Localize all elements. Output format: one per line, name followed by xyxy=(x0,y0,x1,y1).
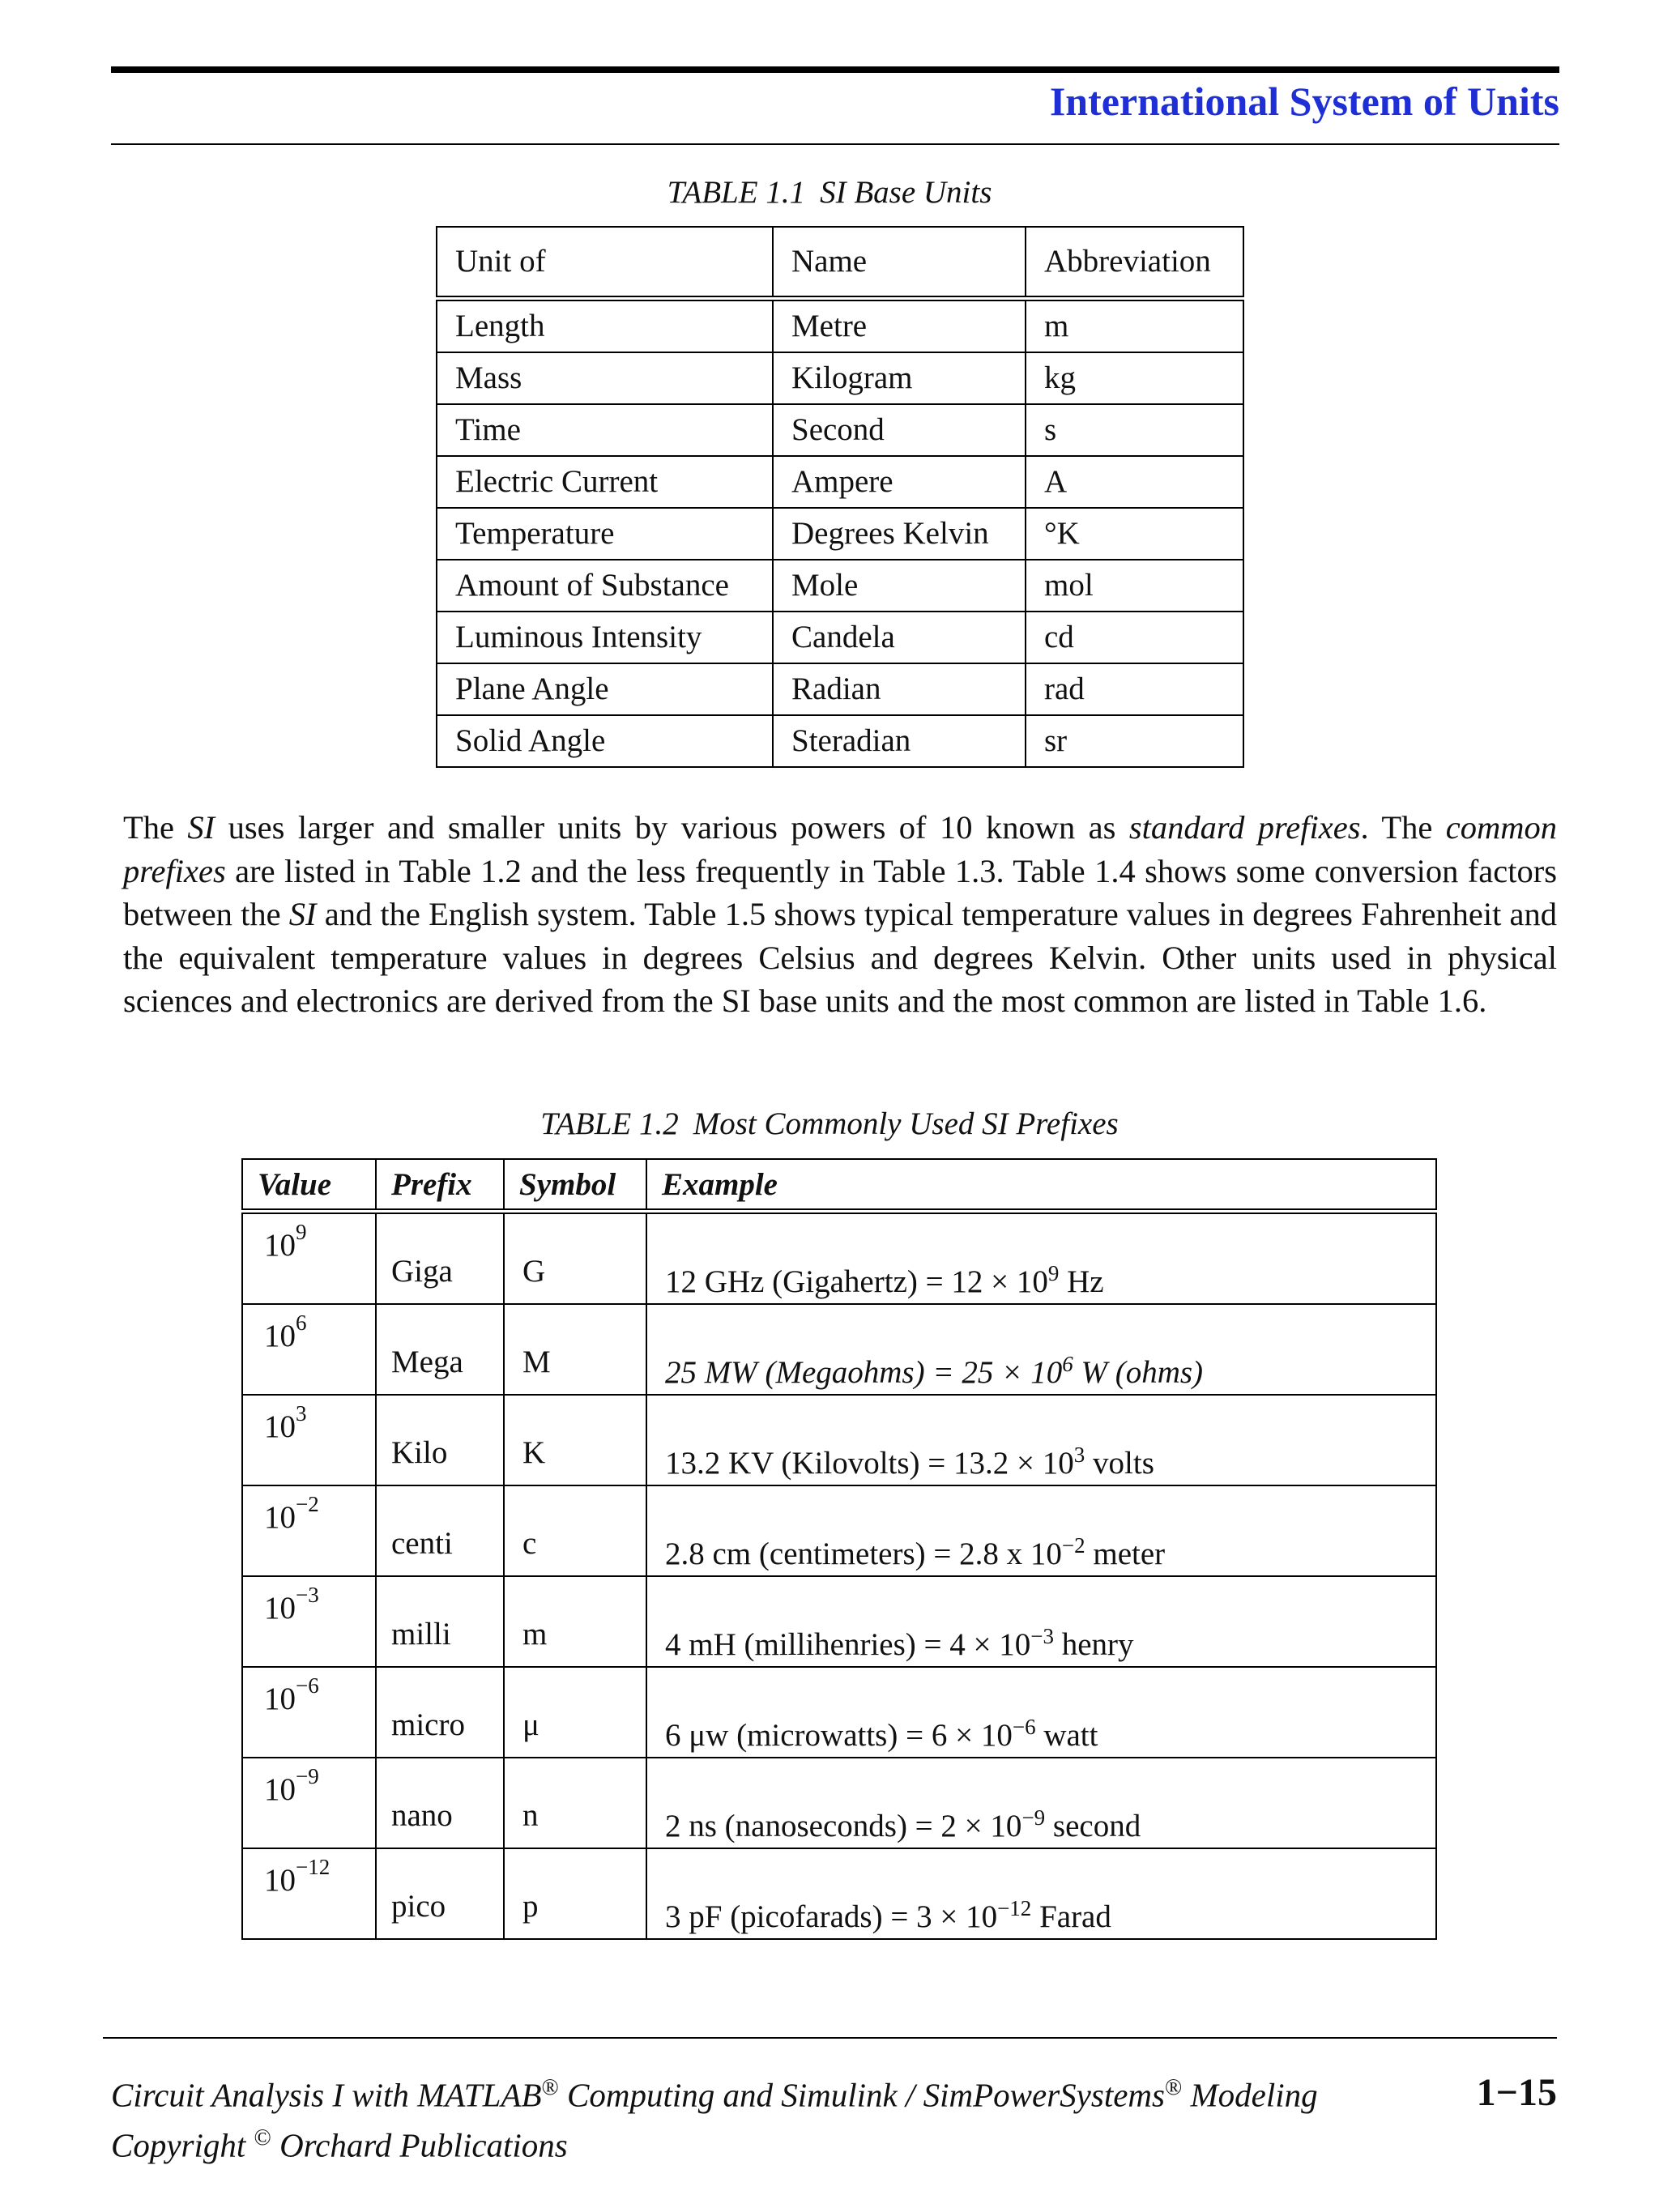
paragraph-emphasis: SI xyxy=(288,896,317,932)
prefix-text: micro xyxy=(391,1707,465,1742)
example-exponent: 6 xyxy=(1062,1352,1073,1376)
prefix-text: pico xyxy=(391,1889,446,1924)
column-header-prefix: Prefix xyxy=(376,1159,504,1212)
value-base: 10 xyxy=(264,1409,296,1444)
symbol-cell xyxy=(504,1395,646,1485)
column-header-name: Name xyxy=(773,227,1026,299)
column-header-example: Example xyxy=(646,1159,1436,1212)
abbreviation-cell: A xyxy=(1026,456,1243,508)
example-unit: watt xyxy=(1035,1718,1098,1753)
column-header-value: Value xyxy=(242,1159,376,1212)
value-base: 10 xyxy=(264,1681,296,1716)
abbreviation-cell: °K xyxy=(1026,508,1243,560)
prefix-text: Kilo xyxy=(391,1435,448,1470)
table-row xyxy=(437,612,1243,663)
paragraph-text: are listed in Table 1.2 and the less frequently in Table 1.3. Table 1.4 shows some conversion factors between the xyxy=(123,852,1557,932)
paragraph-text: and the English system. Table 1.5 shows typical temperature values in degrees Fahrenheit and the equivalent temperature values in degrees Celsius and degrees Kelvin. Other units used in physical sciences and electronics are derived from the SI base units and the most common are listed in Table 1.6. xyxy=(123,896,1557,1019)
value-cell xyxy=(242,1485,376,1576)
example-text xyxy=(665,1805,1141,1844)
value-base: 10 xyxy=(264,1772,296,1807)
registered-mark: ® xyxy=(541,2075,559,2100)
table-row xyxy=(437,715,1243,767)
value-exponent: 6 xyxy=(296,1311,307,1335)
value-exponent: −12 xyxy=(296,1855,331,1879)
copyright-mark: © xyxy=(254,2125,271,2150)
table-row xyxy=(437,560,1243,612)
abbreviation-cell: m xyxy=(1026,299,1243,353)
symbol-cell xyxy=(504,1485,646,1576)
name-cell: Mole xyxy=(773,560,1026,612)
footer-text: Orchard Publications xyxy=(271,2126,568,2164)
symbol-text: K xyxy=(522,1435,546,1470)
prefix-cell xyxy=(376,1212,504,1305)
name-cell: Degrees Kelvin xyxy=(773,508,1026,560)
example-text xyxy=(665,1533,1165,1572)
example-text xyxy=(665,1624,1134,1663)
table-row xyxy=(437,456,1243,508)
value-text xyxy=(264,1492,319,1536)
abbreviation-cell: s xyxy=(1026,404,1243,456)
table-header-row xyxy=(437,227,1243,299)
prefix-cell xyxy=(376,1667,504,1758)
footer-text: Copyright xyxy=(111,2126,246,2164)
unit-cell: Temperature xyxy=(437,508,773,560)
value-text xyxy=(264,1583,319,1626)
symbol-text: M xyxy=(522,1345,551,1379)
prefix-cell xyxy=(376,1304,504,1395)
example-main: 13.2 KV (Kilovolts) = 13.2 × 10 xyxy=(665,1446,1074,1481)
table-caption-number: TABLE 1.2 xyxy=(540,1106,679,1141)
example-main: 6 μw (microwatts) = 6 × 10 xyxy=(665,1718,1013,1753)
example-text xyxy=(665,1715,1098,1754)
paragraph-text: uses larger and smaller units by various powers of 10 known as xyxy=(215,809,1129,846)
abbreviation-cell: cd xyxy=(1026,612,1243,663)
table-row xyxy=(242,1576,1436,1667)
abbreviation-cell: kg xyxy=(1026,352,1243,404)
table-row xyxy=(242,1304,1436,1395)
table-header-row xyxy=(242,1159,1436,1212)
example-unit: Hz xyxy=(1059,1264,1104,1299)
paragraph-emphasis: standard prefixes xyxy=(1128,809,1361,846)
unit-cell: Plane Angle xyxy=(437,663,773,715)
example-main: 3 pF (picofarads) = 3 × 10 xyxy=(665,1899,998,1934)
prefix-cell xyxy=(376,1576,504,1667)
example-main: 12 GHz (Gigahertz) = 12 × 10 xyxy=(665,1264,1048,1299)
value-exponent: −6 xyxy=(296,1673,319,1698)
body-paragraph xyxy=(123,806,1557,1023)
example-exponent: 9 xyxy=(1047,1261,1060,1285)
example-exponent: −3 xyxy=(1030,1624,1054,1648)
example-cell xyxy=(646,1667,1436,1758)
unit-cell: Mass xyxy=(437,352,773,404)
example-cell xyxy=(646,1576,1436,1667)
prefix-text: milli xyxy=(391,1617,451,1652)
column-header-symbol: Symbol xyxy=(504,1159,646,1212)
example-cell xyxy=(646,1485,1436,1576)
example-main: 25 MW (Megaohms) = 25 × 10 xyxy=(665,1355,1063,1390)
value-exponent: 3 xyxy=(296,1401,307,1426)
example-exponent: 3 xyxy=(1073,1443,1085,1467)
example-cell xyxy=(646,1758,1436,1848)
example-exponent: −9 xyxy=(1021,1805,1046,1830)
example-text xyxy=(665,1443,1154,1481)
value-text xyxy=(264,1220,307,1264)
table-caption-text: SI Base Units xyxy=(820,175,992,210)
value-exponent: −9 xyxy=(296,1764,319,1788)
example-cell xyxy=(646,1212,1436,1305)
table-caption-text: Most Commonly Used SI Prefixes xyxy=(693,1106,1119,1141)
footer-text: Circuit Analysis I with MATLAB xyxy=(111,2076,542,2114)
value-exponent: −3 xyxy=(296,1583,319,1607)
symbol-cell xyxy=(504,1212,646,1305)
symbol-cell xyxy=(504,1304,646,1395)
table-1-1-caption xyxy=(0,174,1659,211)
prefix-text: centi xyxy=(391,1526,453,1561)
header-rule xyxy=(111,143,1559,145)
name-cell: Second xyxy=(773,404,1026,456)
prefix-text: Giga xyxy=(391,1254,453,1289)
example-unit: second xyxy=(1045,1809,1141,1843)
example-unit: henry xyxy=(1054,1627,1134,1662)
unit-cell: Luminous Intensity xyxy=(437,612,773,663)
name-cell: Radian xyxy=(773,663,1026,715)
table-row xyxy=(437,404,1243,456)
footer-rule xyxy=(103,2037,1557,2039)
column-header-unit-of: Unit of xyxy=(437,227,773,299)
value-text xyxy=(264,1673,319,1717)
abbreviation-cell: mol xyxy=(1026,560,1243,612)
footer-copyright xyxy=(111,2125,568,2165)
si-base-units-table xyxy=(436,226,1244,768)
symbol-text: m xyxy=(522,1617,548,1652)
table-row xyxy=(437,508,1243,560)
symbol-text: μ xyxy=(522,1707,539,1742)
table-row xyxy=(242,1758,1436,1848)
value-cell xyxy=(242,1667,376,1758)
value-cell xyxy=(242,1395,376,1485)
footer-book-title xyxy=(111,2075,1318,2115)
symbol-cell xyxy=(504,1667,646,1758)
table-row xyxy=(242,1848,1436,1939)
example-text xyxy=(665,1896,1111,1935)
table-1-2-caption xyxy=(0,1106,1659,1142)
value-base: 10 xyxy=(264,1228,296,1263)
value-exponent: 9 xyxy=(296,1220,307,1244)
symbol-text: n xyxy=(522,1798,539,1833)
value-base: 10 xyxy=(264,1500,296,1535)
example-main: 2 ns (nanoseconds) = 2 × 10 xyxy=(665,1809,1022,1843)
page-number: 1−15 xyxy=(1476,2071,1557,2114)
example-text xyxy=(665,1352,1203,1391)
table-row xyxy=(437,352,1243,404)
table-row xyxy=(437,299,1243,353)
symbol-text: c xyxy=(522,1526,537,1561)
unit-cell: Time xyxy=(437,404,773,456)
footer-text: Modeling xyxy=(1182,2076,1318,2114)
abbreviation-cell: rad xyxy=(1026,663,1243,715)
prefix-cell xyxy=(376,1395,504,1485)
example-cell xyxy=(646,1848,1436,1939)
unit-cell: Solid Angle xyxy=(437,715,773,767)
table-row xyxy=(242,1667,1436,1758)
value-cell xyxy=(242,1212,376,1305)
value-text xyxy=(264,1401,307,1445)
value-text xyxy=(264,1311,307,1354)
name-cell: Kilogram xyxy=(773,352,1026,404)
example-unit: W (ohms) xyxy=(1073,1355,1204,1390)
paragraph-text: The xyxy=(123,809,188,846)
footer-text: Computing and Simulink / SimPowerSystems xyxy=(558,2076,1165,2114)
unit-cell: Length xyxy=(437,299,773,353)
value-base: 10 xyxy=(264,1591,296,1626)
prefix-cell xyxy=(376,1485,504,1576)
paragraph-text: . The xyxy=(1360,809,1446,846)
name-cell: Candela xyxy=(773,612,1026,663)
example-cell xyxy=(646,1395,1436,1485)
unit-cell: Electric Current xyxy=(437,456,773,508)
value-text xyxy=(264,1764,319,1808)
unit-cell: Amount of Substance xyxy=(437,560,773,612)
name-cell: Metre xyxy=(773,299,1026,353)
symbol-cell xyxy=(504,1576,646,1667)
table-row xyxy=(242,1212,1436,1305)
table-row xyxy=(242,1395,1436,1485)
value-exponent: −2 xyxy=(296,1492,319,1516)
example-exponent: −12 xyxy=(997,1896,1032,1920)
prefix-cell xyxy=(376,1848,504,1939)
value-text xyxy=(264,1855,331,1899)
value-cell xyxy=(242,1576,376,1667)
symbol-text: p xyxy=(522,1889,539,1924)
symbol-text: G xyxy=(522,1254,546,1289)
example-cell xyxy=(646,1304,1436,1395)
top-rule xyxy=(111,66,1559,73)
example-unit: meter xyxy=(1085,1536,1166,1571)
example-unit: volts xyxy=(1085,1446,1154,1481)
si-prefixes-table xyxy=(241,1158,1437,1940)
example-text xyxy=(665,1261,1104,1300)
column-header-abbreviation: Abbreviation xyxy=(1026,227,1243,299)
example-exponent: −6 xyxy=(1012,1715,1036,1739)
value-base: 10 xyxy=(264,1863,296,1898)
name-cell: Steradian xyxy=(773,715,1026,767)
registered-mark: ® xyxy=(1165,2075,1183,2100)
symbol-cell xyxy=(504,1848,646,1939)
value-cell xyxy=(242,1304,376,1395)
table-caption-number: TABLE 1.1 xyxy=(667,175,806,210)
prefix-text: nano xyxy=(391,1798,453,1833)
value-base: 10 xyxy=(264,1319,296,1353)
value-cell xyxy=(242,1758,376,1848)
value-cell xyxy=(242,1848,376,1939)
example-main: 2.8 cm (centimeters) = 2.8 x 10 xyxy=(665,1536,1062,1571)
symbol-cell xyxy=(504,1758,646,1848)
section-header-title: International System of Units xyxy=(1049,79,1559,124)
prefix-text: Mega xyxy=(391,1345,463,1379)
name-cell: Ampere xyxy=(773,456,1026,508)
example-main: 4 mH (millihenries) = 4 × 10 xyxy=(665,1627,1031,1662)
abbreviation-cell: sr xyxy=(1026,715,1243,767)
table-row xyxy=(437,663,1243,715)
table-row xyxy=(242,1485,1436,1576)
prefix-cell xyxy=(376,1758,504,1848)
paragraph-emphasis: common prefixes xyxy=(123,809,1557,889)
example-exponent: −2 xyxy=(1061,1533,1085,1558)
paragraph-emphasis: SI xyxy=(187,809,215,846)
example-unit: Farad xyxy=(1031,1899,1111,1934)
